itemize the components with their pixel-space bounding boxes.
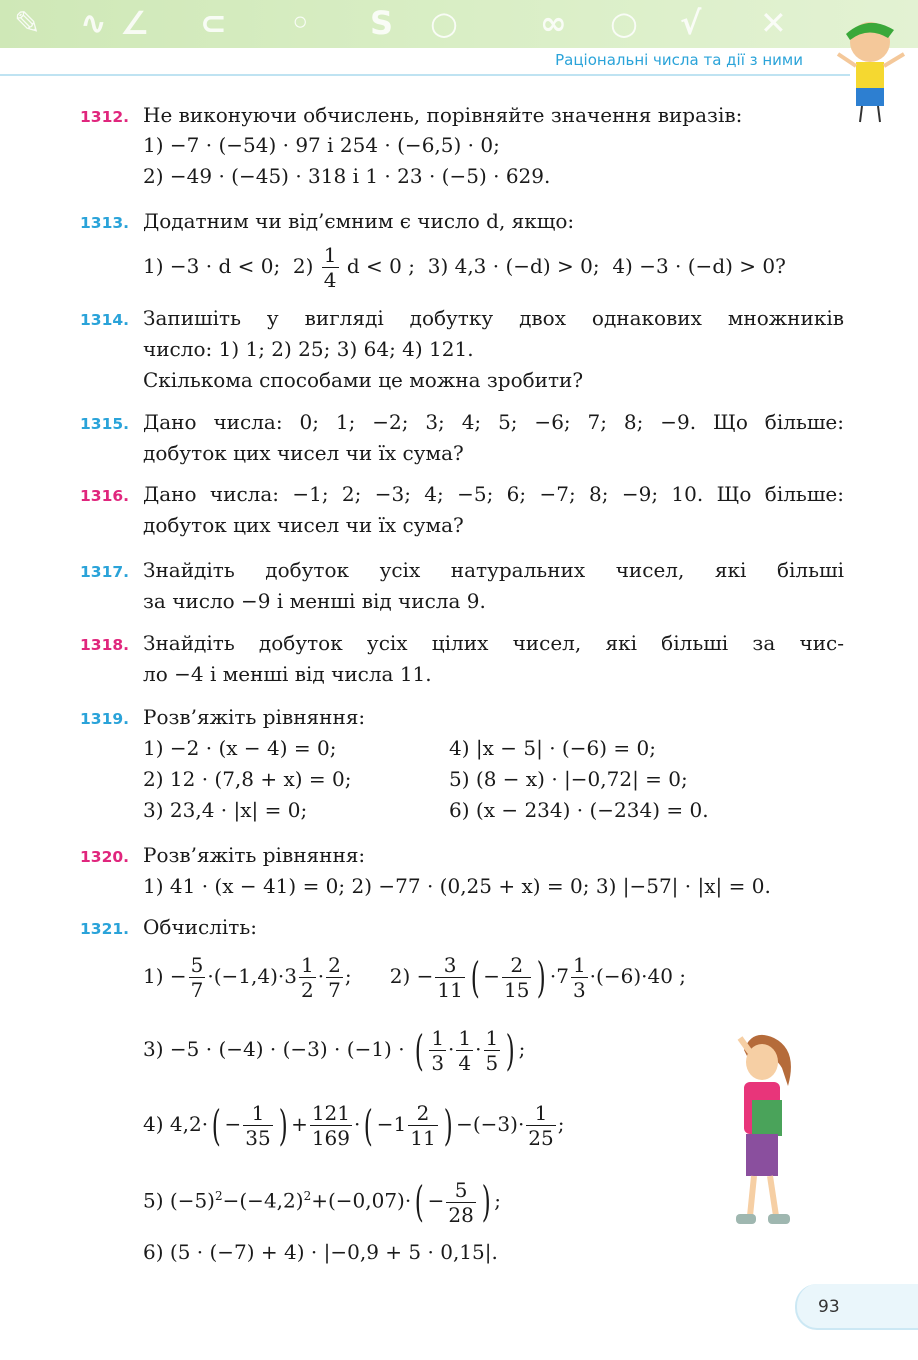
exponent: 2 xyxy=(214,1189,223,1203)
decorative-math-glyph: ○ xyxy=(610,4,638,42)
problem-number: 1321. xyxy=(80,920,130,938)
expr-part: 1) −3 · d < 0; xyxy=(143,254,281,278)
expression-3: 3) −5 · (−4) · (−3) · (−1) · ( $\frac{1}{3}$ · $\frac{1}{4}$ · $\frac{1}{5}$ ) ; xyxy=(143,1025,526,1075)
expr-part: ; xyxy=(494,1188,501,1213)
problem-number: 1317. xyxy=(80,563,130,581)
fraction: $\frac{3}{11}$ xyxy=(437,953,463,1002)
expr-label: 1) xyxy=(143,964,164,988)
problem-number: 1313. xyxy=(80,214,130,232)
problem-title: Розв’яжіть рівняння: xyxy=(143,705,366,729)
fraction: $\frac{1}{2}$ xyxy=(301,953,314,1002)
expression-1-2: 1) − $\frac{5}{7}$ ·(−1,4)·3 $\frac{1}{2}$ · $\frac{2}{7}$ ; 2) − $\frac{3}{11}$ ( − $\frac{2}{15}$ ) ·7 $\frac{1}{3}$ ·(−6)·40 ; xyxy=(143,952,687,1002)
fraction: $\frac{1}{35}$ xyxy=(245,1101,271,1150)
page-number: 93 xyxy=(818,1297,840,1317)
problem-number: 1316. xyxy=(80,487,130,505)
expression-5: 5) $(-5)^2-(-4,2)^2+(-0,07)\cdot$( − $\frac{5}{28}$ ) ; xyxy=(143,1177,501,1227)
expr-part: ; xyxy=(557,1112,565,1136)
expr-part: 4) −3 · (−d) > 0? xyxy=(612,254,786,278)
problem-text: Дано числа: 0; 1; −2; 3; 4; 5; −6; 7; 8; −9. Що більше: xyxy=(143,410,844,434)
decorative-math-glyph: S xyxy=(370,4,394,42)
expr-part: ·(−1,4)·3 xyxy=(207,964,297,988)
girl-illustration xyxy=(712,1028,802,1233)
fraction: $\frac{1}{3}$ xyxy=(572,953,586,1002)
expr-part: d < 0 ; xyxy=(346,254,415,278)
expr-part: −(−3)· xyxy=(456,1112,525,1136)
problem-number: 1314. xyxy=(80,311,130,329)
problem-text: ло −4 і менші від числа 11. xyxy=(143,662,432,686)
problem-text: добуток цих чисел чи їх сума? xyxy=(143,441,464,465)
expr-part: ·7 xyxy=(549,964,569,988)
expr-part: 2) xyxy=(292,254,314,278)
expr-part: 3) 4,3 · (−d) > 0; xyxy=(427,254,600,278)
header-rule xyxy=(0,74,850,76)
problem-text: 1) −7 · (−54) · 97 і 254 · (−6,5) · 0; xyxy=(143,133,500,157)
problem-text: Додатним чи від’ємним є число d, якщо: xyxy=(143,209,575,233)
fraction: $\frac{1}{4}$ xyxy=(323,243,337,292)
problem-number: 1319. xyxy=(80,710,130,728)
problem-text: за число −9 і менші від числа 9. xyxy=(143,589,486,613)
expr-part: ; xyxy=(518,1037,526,1061)
problem-title: Розв’яжіть рівняння: xyxy=(143,843,366,867)
boy-illustration xyxy=(828,4,918,124)
decorative-math-glyph: ✕ xyxy=(760,4,787,42)
problem-title: Обчисліть: xyxy=(143,915,257,939)
expr-label: 2) xyxy=(389,964,411,988)
problem-text: Не виконуючи обчислень, порівняйте значення виразів: xyxy=(143,103,743,127)
fraction: $\frac{1}{5}$ xyxy=(485,1026,499,1075)
equation: 1) −2 · (x − 4) = 0; xyxy=(143,736,337,760)
fraction: $\frac{1}{4}$ xyxy=(458,1026,472,1075)
expr-label: 5) xyxy=(143,1188,164,1213)
expr-part: + xyxy=(291,1112,308,1136)
problem-text: число: 1) 1; 2) 25; 3) 64; 4) 121. xyxy=(143,337,474,361)
decorative-math-glyph: ◦ xyxy=(290,4,311,42)
page-number-tab xyxy=(795,1284,918,1330)
problem-text: Запишіть у вигляді добутку двох однакових множників xyxy=(143,306,844,330)
exponent: 2 xyxy=(303,1189,312,1203)
expr-label: 3) −5 · (−4) · (−3) · (−1) · xyxy=(143,1037,405,1061)
problem-text: Скількома способами це можна зробити? xyxy=(143,368,584,392)
decorative-math-glyph: ∿ xyxy=(80,4,107,42)
fraction: $\frac{2}{15}$ xyxy=(504,953,530,1002)
fraction: $\frac{1}{25}$ xyxy=(528,1101,554,1150)
expression-6: 6) (5 · (−7) + 4) · |−0,9 + 5 · 0,15|. xyxy=(143,1240,498,1264)
problem-number: 1315. xyxy=(80,415,130,433)
fraction: $\frac{1}{3}$ xyxy=(431,1026,445,1075)
problem-text: 2) −49 · (−45) · 318 і 1 · 23 · (−5) · 629. xyxy=(143,164,551,188)
expression-4: 4) 4,2·( − $\frac{1}{35}$ ) + $\frac{121}{169}$ ·( −1 $\frac{2}{11}$ ) −(−3)· $\frac{1}{25}$ ; xyxy=(143,1100,565,1150)
expr-part: +(−0,07)· xyxy=(311,1188,412,1213)
decorative-math-glyph: √ xyxy=(680,4,702,42)
fraction: $\frac{2}{7}$ xyxy=(328,953,341,1002)
expr-part: (−5) xyxy=(169,1188,215,1213)
header-decorative-band xyxy=(0,0,918,48)
problem-number: 1318. xyxy=(80,636,130,654)
decorative-math-glyph: ∠ xyxy=(120,4,149,42)
fraction: $\frac{121}{169}$ xyxy=(311,1101,351,1150)
fraction: $\frac{2}{11}$ xyxy=(410,1101,436,1150)
problem-text: Знайдіть добуток усіх натуральних чисел, які більші xyxy=(143,558,844,582)
problem-number: 1320. xyxy=(80,848,130,866)
expr-part: −1 xyxy=(376,1112,407,1136)
fraction: $\frac{5}{7}$ xyxy=(190,953,204,1002)
fraction: $\frac{5}{28}$ xyxy=(448,1177,474,1227)
expr-label: 4) 4,2· xyxy=(143,1112,209,1136)
problem-expression xyxy=(143,240,786,292)
expr-part: −(−4,2) xyxy=(222,1188,304,1213)
problem-text: Знайдіть добуток усіх цілих чисел, які більші за чис- xyxy=(143,631,844,655)
problem-text: добуток цих чисел чи їх сума? xyxy=(143,513,464,537)
equation: 6) (x − 234) · (−234) = 0. xyxy=(449,798,709,822)
equation: 3) 23,4 · |x| = 0; xyxy=(143,798,308,822)
decorative-math-glyph: ○ xyxy=(430,4,458,42)
equation: 2) 12 · (7,8 + x) = 0; xyxy=(143,767,352,791)
chapter-title: Раціональні числа та дії з ними xyxy=(555,51,803,69)
expr-part: ·(−6)·40 ; xyxy=(589,964,687,988)
decorative-math-glyph: ⊂ xyxy=(200,4,227,42)
decorative-math-glyph: ✎ xyxy=(14,4,41,42)
problem-number: 1312. xyxy=(80,108,130,126)
equation: 1) 41 · (x − 41) = 0; 2) −77 · (0,25 + x) = 0; 3) |−57| · |x| = 0. xyxy=(143,874,771,898)
decorative-math-glyph: ∞ xyxy=(540,4,567,42)
expr-part: ; xyxy=(344,964,352,988)
equation: 5) (8 − x) · |−0,72| = 0; xyxy=(449,767,688,791)
equation: 4) |x − 5| · (−6) = 0; xyxy=(449,736,656,760)
problem-text: Дано числа: −1; 2; −3; 4; −5; 6; −7; 8; −9; 10. Що більше: xyxy=(143,482,844,506)
